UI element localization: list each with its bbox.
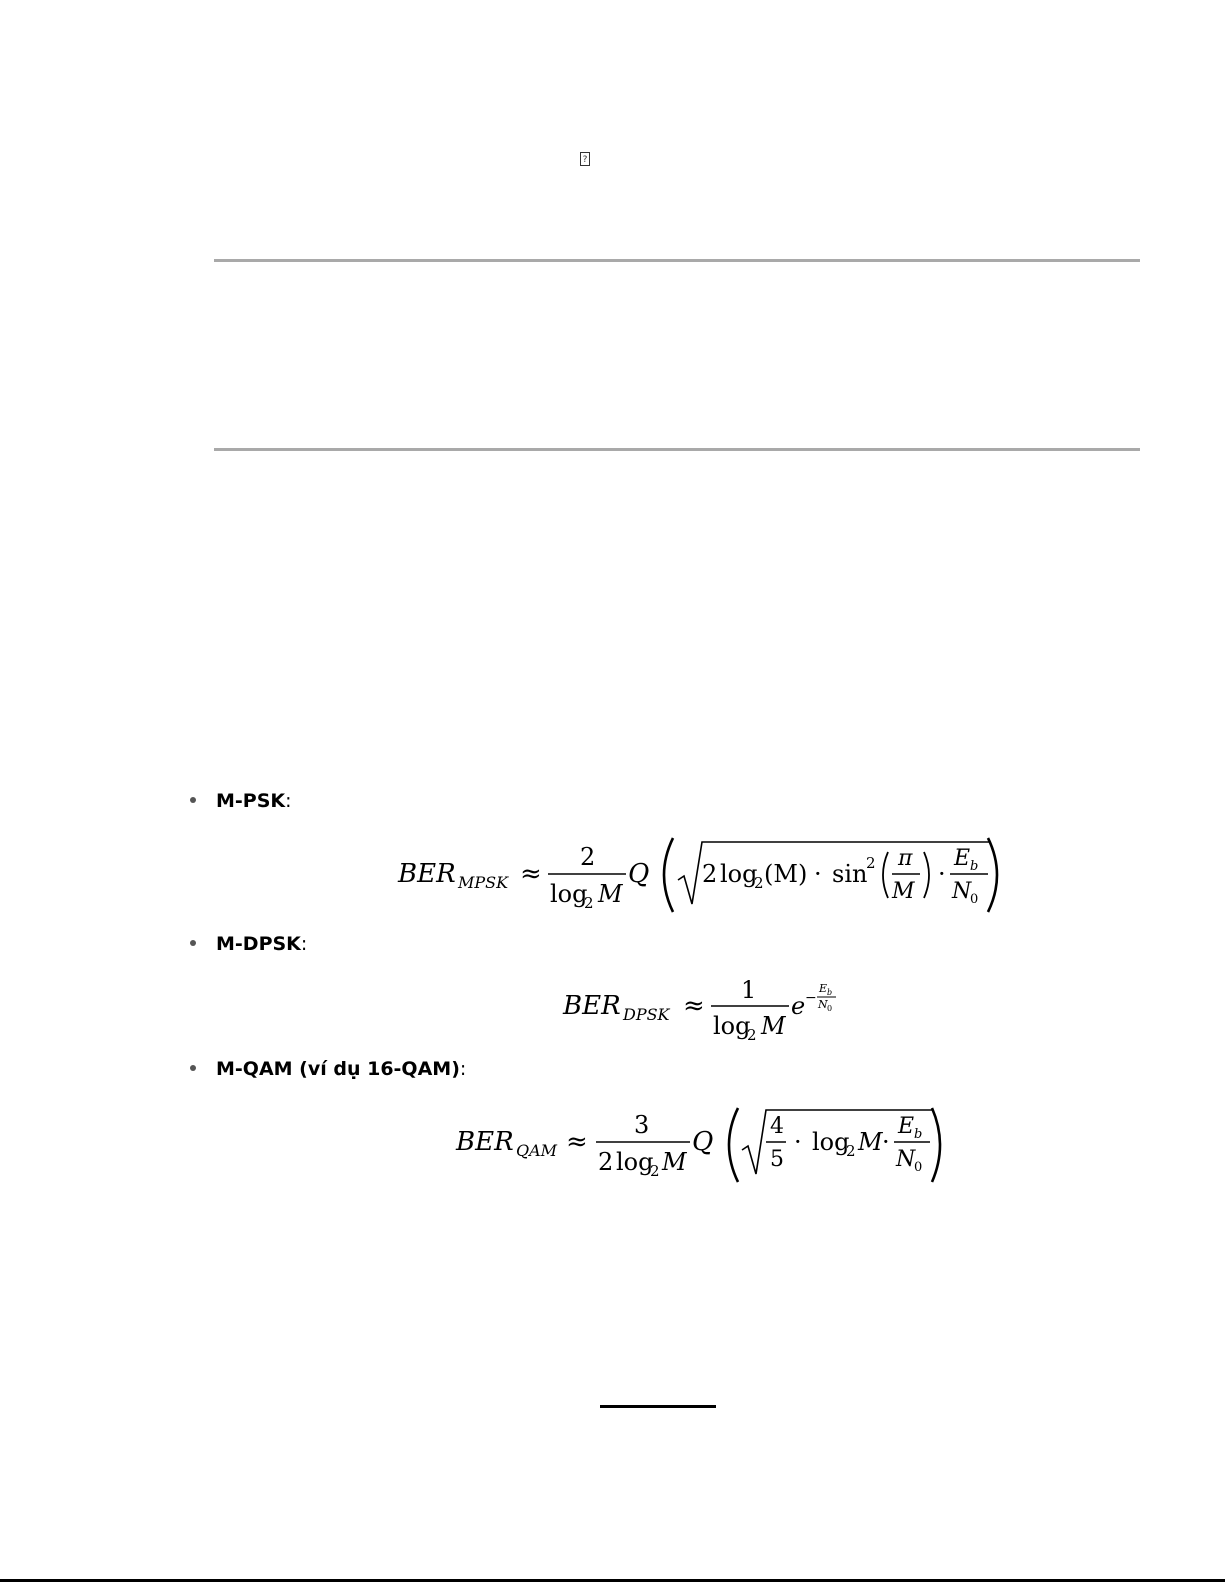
ber-subscript: MPSK: [458, 873, 509, 892]
horizontal-rule-top: [214, 259, 1140, 262]
q-function: Q: [628, 859, 650, 889]
approx-sign: ≈: [566, 1127, 588, 1157]
svg-text:b: b: [827, 988, 833, 997]
svg-text:·: ·: [882, 1128, 890, 1156]
svg-text:·: ·: [814, 860, 822, 888]
svg-text:·: ·: [938, 860, 946, 888]
svg-text:log: log: [616, 1148, 654, 1176]
svg-text:3: 3: [634, 1111, 650, 1139]
svg-text:M: M: [598, 880, 623, 908]
svg-text:b: b: [914, 1127, 923, 1142]
approx-sign: ≈: [683, 991, 705, 1021]
svg-text:log: log: [812, 1128, 850, 1156]
formula-mpsk: [390, 830, 1010, 925]
list-item-label: M-PSK: [216, 790, 286, 812]
svg-text:0: 0: [970, 892, 979, 907]
svg-text:2: 2: [702, 860, 718, 888]
svg-text:2: 2: [846, 1142, 856, 1160]
list-item-label: M-QAM (ví dụ 16-QAM): [216, 1058, 460, 1080]
svg-text:2: 2: [747, 1026, 757, 1044]
svg-text:2: 2: [866, 854, 876, 872]
svg-text:N: N: [952, 879, 972, 904]
svg-text:sin: sin: [832, 860, 868, 888]
svg-text:log: log: [713, 1012, 751, 1040]
svg-text:M: M: [892, 879, 915, 904]
svg-text:E: E: [898, 1114, 915, 1139]
formula-dpsk: [555, 972, 855, 1057]
ber-subscript: QAM: [516, 1141, 558, 1160]
horizontal-rule-bottom: [214, 448, 1140, 451]
svg-text:2: 2: [584, 894, 594, 912]
svg-text:2: 2: [598, 1148, 614, 1176]
log-text: log: [550, 880, 588, 908]
svg-text:·: ·: [794, 1128, 802, 1156]
ber-symbol: BER: [563, 991, 621, 1021]
svg-text:−: −: [805, 990, 817, 1006]
svg-text:2: 2: [650, 1162, 660, 1180]
bullet-icon: [190, 797, 196, 803]
svg-text:2: 2: [754, 874, 764, 892]
svg-text:0: 0: [827, 1004, 833, 1013]
approx-sign: ≈: [520, 859, 542, 889]
missing-glyph-box: ?: [580, 152, 590, 166]
formula-qam: [448, 1102, 948, 1193]
list-item-mqam: M-QAM (ví dụ 16-QAM):: [190, 1058, 466, 1080]
bullet-icon: [190, 940, 196, 946]
svg-text:M: M: [662, 1148, 687, 1176]
svg-text:5: 5: [770, 1147, 784, 1172]
svg-text:log: log: [720, 860, 758, 888]
svg-text:E: E: [954, 846, 971, 871]
svg-text:4: 4: [770, 1114, 784, 1139]
svg-text:0: 0: [914, 1160, 923, 1175]
svg-text:1: 1: [741, 976, 757, 1004]
page-bottom-border: [0, 1579, 1225, 1582]
ber-subscript: DPSK: [623, 1005, 670, 1024]
svg-text:(M): (M): [764, 860, 808, 888]
list-item-label: M-DPSK: [216, 933, 301, 955]
svg-text:M: M: [858, 1128, 883, 1156]
list-item-mpsk: M-PSK:: [190, 790, 292, 812]
list-item-mdpsk: M-DPSK:: [190, 933, 307, 955]
svg-text:π: π: [898, 846, 913, 871]
fraction-numerator: 2: [580, 843, 596, 871]
bullet-icon: [190, 1065, 196, 1071]
svg-text:N: N: [896, 1147, 916, 1172]
svg-text:N: N: [818, 998, 828, 1011]
q-function: Q: [692, 1127, 714, 1157]
svg-text:E: E: [819, 982, 828, 995]
svg-text:b: b: [970, 859, 979, 874]
footer-separator-line: [600, 1405, 716, 1408]
ber-symbol: BER: [398, 859, 456, 889]
ber-symbol: BER: [456, 1127, 514, 1157]
svg-text:M: M: [761, 1012, 786, 1040]
svg-text:e: e: [791, 992, 806, 1020]
